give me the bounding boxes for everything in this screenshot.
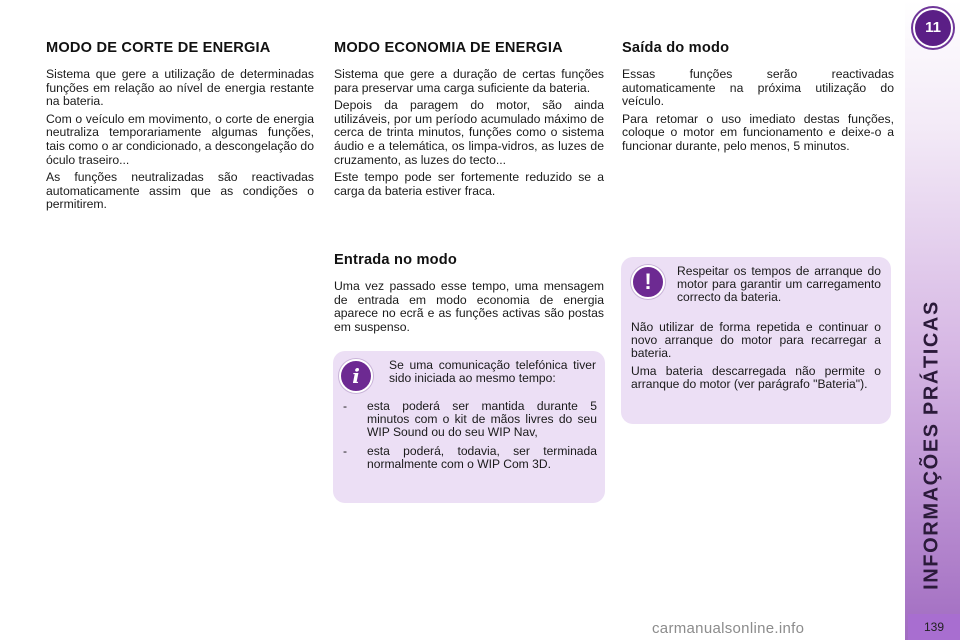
subsection-heading: Saída do modo xyxy=(622,40,730,56)
paragraph: Depois da paragem do motor, são ainda utilizáveis, por um período acumulado máximo de cerca de trinta minutos, funções como o sistema áudio e a telemática, os limpa-vidros, as luzes de cruzamento, as luzes do tecto... xyxy=(334,98,604,167)
paragraph: Essas funções serão reactivadas automaticamente na próxima utilização do veículo. xyxy=(622,67,894,109)
subsection-heading: Entrada no modo xyxy=(334,252,457,268)
warning-note-box xyxy=(621,257,891,424)
section-saida-modo xyxy=(622,40,894,158)
list-item xyxy=(343,400,597,440)
list-item-text: esta poderá, todavia, ser terminada normalmente com o WIP Com 3D. xyxy=(367,443,597,471)
section-heading: MODO DE CORTE DE ENERGIA xyxy=(46,40,271,56)
section-economia-energia xyxy=(334,40,604,202)
section-heading: MODO ECONOMIA DE ENERGIA xyxy=(334,40,563,56)
paragraph: Uma bateria descarregada não permite o arranque do motor (ver parágrafo "Bateria"). xyxy=(631,363,881,391)
paragraph: Para retomar o uso imediato destas funções, coloque o motor em funcionamento e deixe-o a funcionar durante, pelo menos, 5 minutos. xyxy=(622,111,894,153)
chapter-title: INFORMAÇÕES PRÁTICAS xyxy=(920,300,943,590)
list-item xyxy=(343,445,597,471)
paragraph: Não utilizar de forma repetida e continuar o novo arranque do motor para recarregar a bateria. xyxy=(631,320,881,361)
note-intro: Se uma comunicação telefónica tiver sido iniciada ao mesmo tempo: xyxy=(389,358,596,386)
note-intro: Respeitar os tempos de arranque do motor para garantir um carregamento correcto da bateria. xyxy=(677,264,881,305)
bullet-dash: - xyxy=(343,399,348,413)
paragraph: Sistema que gere a utilização de determinadas funções em relação ao nível de energia restante na bateria. xyxy=(46,67,314,109)
note-body xyxy=(631,321,881,395)
list-item-text: esta poderá ser mantida durante 5 minutos com o kit de mãos livres do seu WIP Sound ou do seu WIP Nav, xyxy=(367,399,597,440)
chapter-number-badge: 11 xyxy=(913,8,953,48)
info-icon: i xyxy=(339,359,373,393)
paragraph: Com o veículo em movimento, o corte de energia neutraliza temporariamente algumas funções, tais como o ar condicionado, a descongelação do óculo traseiro... xyxy=(46,111,314,167)
info-note-box xyxy=(333,351,605,503)
warning-icon: ! xyxy=(631,265,665,299)
bullet-dash: - xyxy=(343,443,348,458)
paragraph: Uma vez passado esse tempo, uma mensagem de entrada em modo economia de energia aparece no ecrã e as funções activas são postas em suspenso. xyxy=(334,279,604,334)
paragraph: Este tempo pode ser fortemente reduzido se a carga da bateria estiver fraca. xyxy=(334,170,604,198)
page-number: 139 xyxy=(908,614,960,640)
paragraph: As funções neutralizadas são reactivadas automaticamente assim que as condições o permitirem. xyxy=(46,170,314,212)
watermark: carmanualsonline.info xyxy=(652,620,805,637)
bullet-list xyxy=(343,400,597,476)
section-corte-energia xyxy=(46,40,314,216)
paragraph: Sistema que gere a duração de certas funções para preservar uma carga suficiente da bateria. xyxy=(334,67,604,95)
section-entrada-modo xyxy=(334,252,604,338)
